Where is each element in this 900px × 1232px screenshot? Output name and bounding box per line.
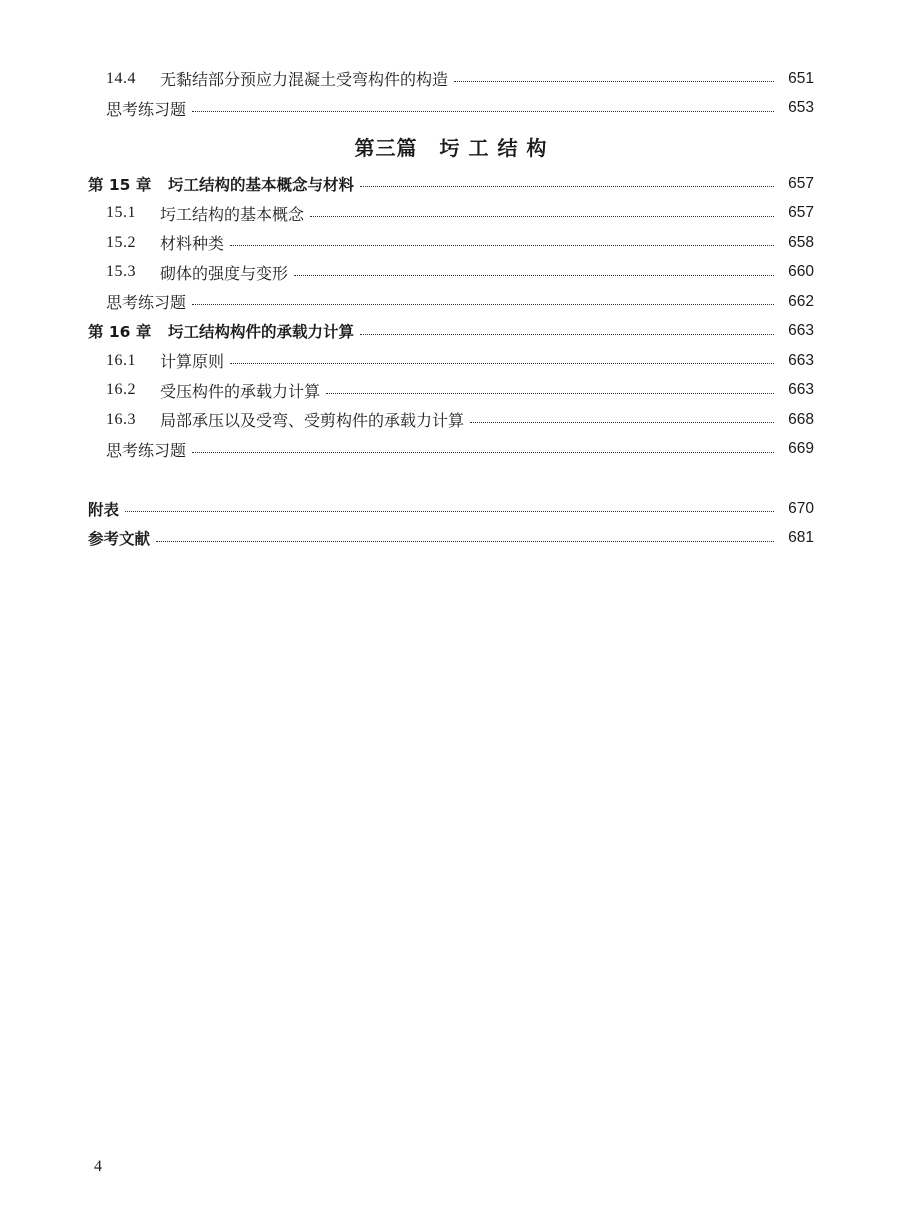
part-title: 圬 工 结 构 xyxy=(439,135,548,160)
section-title: 材料种类 xyxy=(160,234,225,254)
section-number: 15.3 xyxy=(106,263,136,281)
toc-entry-16-2[interactable] xyxy=(88,376,814,406)
toc-entry-16-3[interactable] xyxy=(88,405,814,435)
section-number: 16.2 xyxy=(106,381,136,399)
dot-leader xyxy=(230,363,774,364)
toc-entry-15-2[interactable] xyxy=(88,228,814,258)
dot-leader xyxy=(470,422,774,423)
section-number: 15.1 xyxy=(106,204,136,222)
table-of-contents xyxy=(88,64,814,553)
section-title: 思考练习题 xyxy=(106,293,187,313)
appendix-title: 附表 xyxy=(88,500,120,519)
chapter-title: 圬工结构的基本概念与材料 xyxy=(168,175,355,194)
page-ref: 657 xyxy=(788,174,814,192)
chapter-label: 第 16 章 xyxy=(88,323,152,342)
section-title: 计算原则 xyxy=(160,352,225,372)
dot-leader xyxy=(192,304,774,305)
dot-leader xyxy=(230,245,774,246)
part-label: 第三篇 xyxy=(354,135,418,160)
section-number: 14.4 xyxy=(106,69,136,87)
toc-entry-14-4[interactable] xyxy=(88,64,814,94)
page-ref: 651 xyxy=(788,69,814,87)
dot-leader xyxy=(192,452,774,453)
section-number: 16.3 xyxy=(106,410,136,428)
page-ref: 657 xyxy=(788,204,814,222)
page-ref: 663 xyxy=(788,322,814,340)
page-ref: 658 xyxy=(788,233,814,251)
page-ref: 669 xyxy=(788,440,814,458)
section-title: 无黏结部分预应力混凝土受弯构件的构造 xyxy=(160,70,449,90)
appendix-title: 参考文献 xyxy=(88,530,151,549)
page-ref: 681 xyxy=(788,529,814,547)
page-ref: 663 xyxy=(788,381,814,399)
page-ref: 663 xyxy=(788,351,814,369)
dot-leader xyxy=(156,541,774,542)
section-number: 16.1 xyxy=(106,351,136,369)
toc-entry-16-1[interactable] xyxy=(88,346,814,376)
section-title: 思考练习题 xyxy=(106,440,187,460)
toc-entry-15-3[interactable] xyxy=(88,258,814,288)
dot-leader xyxy=(125,511,774,512)
toc-entry-exercises-14[interactable] xyxy=(88,94,814,124)
section-number: 15.2 xyxy=(106,233,136,251)
dot-leader xyxy=(294,275,774,276)
page-ref: 660 xyxy=(788,263,814,281)
section-title: 受压构件的承载力计算 xyxy=(160,381,321,401)
page-ref: 670 xyxy=(788,499,814,517)
toc-entry-exercises-16[interactable] xyxy=(88,435,814,465)
footer-page-number: 4 xyxy=(94,1158,102,1175)
part-heading xyxy=(88,123,814,169)
page-ref: 668 xyxy=(788,410,814,428)
dot-leader xyxy=(310,216,774,217)
toc-entry-appendix-tables[interactable] xyxy=(88,494,814,524)
toc-entry-15-1[interactable] xyxy=(88,199,814,229)
toc-chapter-16[interactable] xyxy=(88,317,814,347)
dot-leader xyxy=(326,393,774,394)
page-ref: 662 xyxy=(788,292,814,310)
chapter-title: 圬工结构构件的承载力计算 xyxy=(168,323,355,342)
page-ref: 653 xyxy=(788,99,814,117)
section-title: 圬工结构的基本概念 xyxy=(160,204,305,224)
dot-leader xyxy=(454,81,774,82)
dot-leader xyxy=(360,186,774,187)
toc-chapter-15[interactable] xyxy=(88,169,814,199)
toc-entry-exercises-15[interactable] xyxy=(88,287,814,317)
dot-leader xyxy=(192,111,774,112)
section-spacer xyxy=(88,464,814,494)
section-title: 局部承压以及受弯、受剪构件的承载力计算 xyxy=(160,411,465,431)
section-title: 砌体的强度与变形 xyxy=(160,263,289,283)
toc-entry-references[interactable] xyxy=(88,524,814,554)
chapter-label: 第 15 章 xyxy=(88,175,152,194)
section-title: 思考练习题 xyxy=(106,99,187,119)
dot-leader xyxy=(360,334,774,335)
